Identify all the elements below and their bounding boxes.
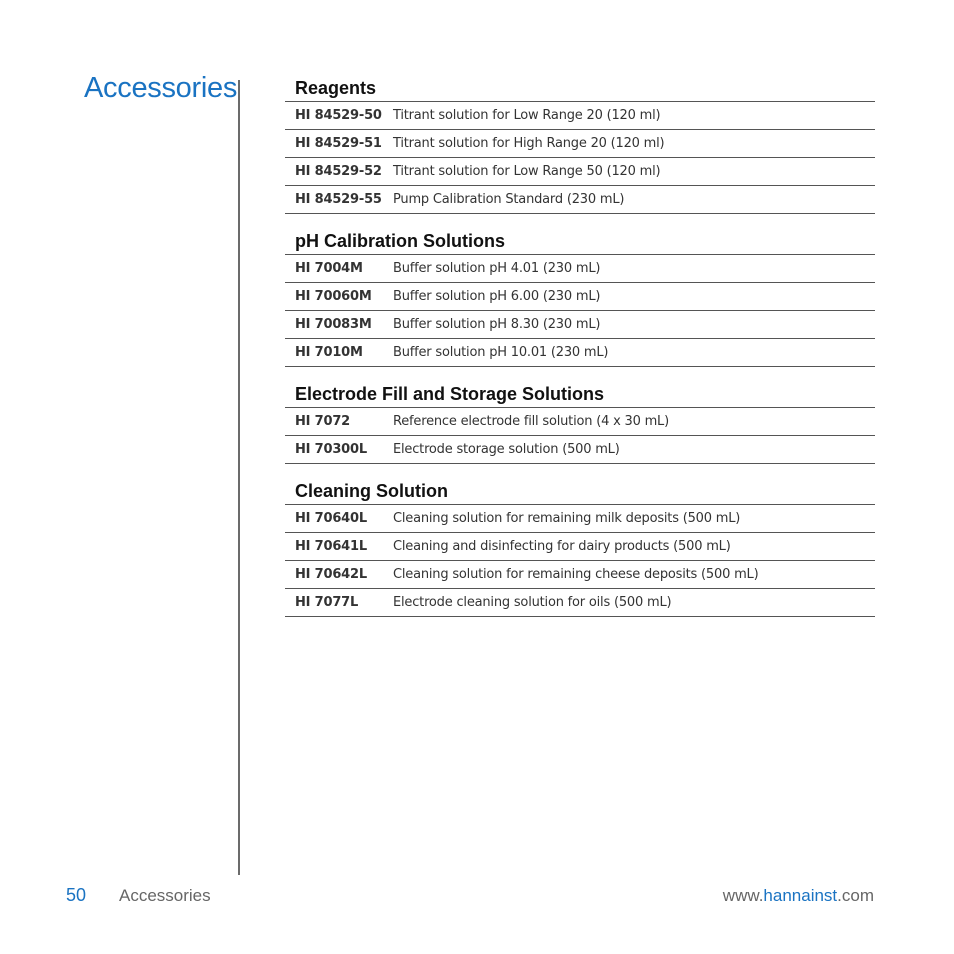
product-code: HI 70083M <box>295 317 372 332</box>
table-row <box>285 130 875 158</box>
product-description: Buffer solution pH 10.01 (230 mL) <box>393 345 609 360</box>
product-code: HI 70641L <box>295 539 367 554</box>
table-row <box>285 158 875 186</box>
product-description: Titrant solution for Low Range 20 (120 ml) <box>393 108 661 123</box>
product-description: Buffer solution pH 8.30 (230 mL) <box>393 317 601 332</box>
url-brand: hannainst <box>763 886 838 905</box>
product-description: Pump Calibration Standard (230 mL) <box>393 192 625 207</box>
section-electrode-fill-storage <box>285 382 875 464</box>
product-description: Electrode cleaning solution for oils (500 mL) <box>393 595 672 610</box>
footer-url <box>723 886 874 906</box>
section-title: Electrode Fill and Storage Solutions <box>285 382 875 408</box>
product-description: Cleaning solution for remaining cheese deposits (500 mL) <box>393 567 759 582</box>
section-cleaning-solution <box>285 479 875 617</box>
product-description: Buffer solution pH 4.01 (230 mL) <box>393 261 601 276</box>
table-row <box>285 589 875 617</box>
section-title: pH Calibration Solutions <box>285 229 875 255</box>
section-ph-calibration <box>285 229 875 367</box>
product-description: Cleaning solution for remaining milk deposits (500 mL) <box>393 511 741 526</box>
table-row <box>285 436 875 464</box>
product-description: Titrant solution for High Range 20 (120 ml) <box>393 136 665 151</box>
product-code: HI 7072 <box>295 414 351 429</box>
table-row <box>285 255 875 283</box>
footer-section-label: Accessories <box>119 886 211 905</box>
table-row <box>285 533 875 561</box>
section-title: Reagents <box>285 76 875 102</box>
product-description: Reference electrode fill solution (4 x 30 mL) <box>393 414 669 429</box>
table-row <box>285 408 875 436</box>
product-code: HI 84529-55 <box>295 192 382 207</box>
product-code: HI 84529-52 <box>295 164 382 179</box>
section-reagents <box>285 76 875 214</box>
product-description: Buffer solution pH 6.00 (230 mL) <box>393 289 601 304</box>
table-row <box>285 561 875 589</box>
table-row <box>285 311 875 339</box>
product-code: HI 84529-51 <box>295 136 382 151</box>
table-row <box>285 102 875 130</box>
url-prefix: www. <box>722 886 764 905</box>
page-number: 50 <box>66 885 87 905</box>
product-code: HI 7010M <box>295 345 363 360</box>
product-code: HI 70642L <box>295 567 367 582</box>
table-row <box>285 339 875 367</box>
accessories-content <box>285 76 875 632</box>
product-description: Cleaning and disinfecting for dairy products (500 mL) <box>393 539 731 554</box>
product-code: HI 7004M <box>295 261 363 276</box>
product-code: HI 7077L <box>295 595 359 610</box>
url-suffix: .com <box>837 886 874 905</box>
product-code: HI 70640L <box>295 511 367 526</box>
section-title: Cleaning Solution <box>285 479 875 505</box>
page-title: Accessories <box>84 72 238 104</box>
table-row <box>285 186 875 214</box>
product-description: Electrode storage solution (500 mL) <box>393 442 620 457</box>
product-code: HI 84529-50 <box>295 108 382 123</box>
table-row <box>285 283 875 311</box>
product-description: Titrant solution for Low Range 50 (120 ml) <box>393 164 661 179</box>
table-row <box>285 505 875 533</box>
vertical-divider <box>238 80 240 875</box>
product-code: HI 70300L <box>295 442 367 457</box>
product-code: HI 70060M <box>295 289 372 304</box>
